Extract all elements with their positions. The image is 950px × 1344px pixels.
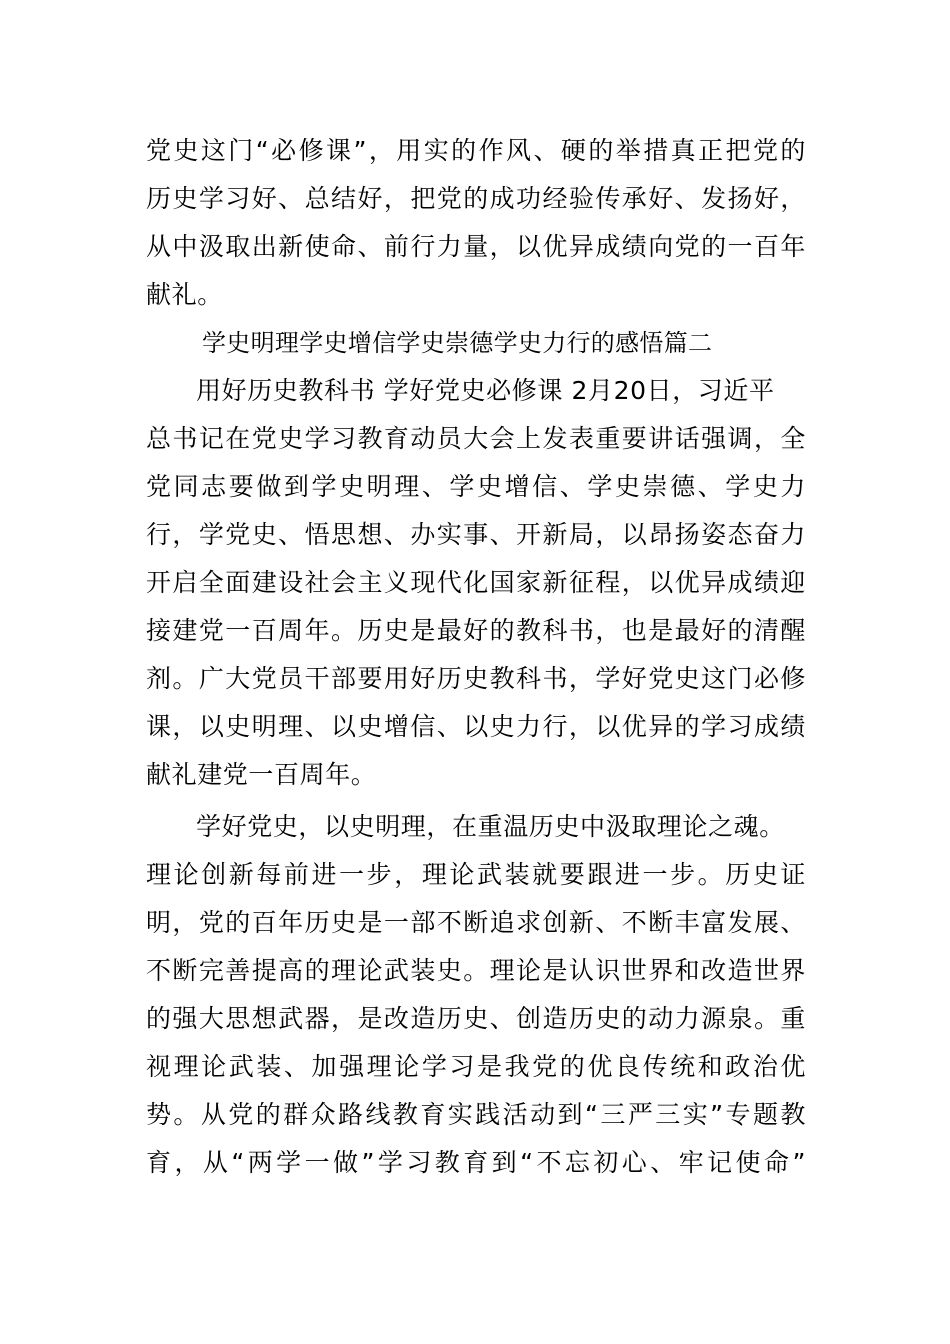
text-line: 历史学习好、总结好，把党的成功经验传承好、发扬好，: [146, 184, 806, 213]
text-line: 献礼建党一百周年。: [146, 760, 377, 789]
text-line: 党史这门“必修课”，用实的作风、硬的举措真正把党的: [146, 136, 806, 165]
text-line: 课，以史明理、以史增信、以史力行，以优异的学习成绩: [146, 712, 806, 741]
text-line: 总书记在党史学习教育动员大会上发表重要讲话强调，全: [146, 424, 806, 453]
text-line: 的强大思想武器，是改造历史、创造历史的动力源泉。重: [146, 1004, 806, 1033]
text-line: 接建党一百周年。历史是最好的教科书，也是最好的清醒: [146, 616, 806, 645]
text-line: 理论创新每前进一步，理论武装就要跟进一步。历史证: [146, 860, 806, 889]
text-line: 开启全面建设社会主义现代化国家新征程，以优异成绩迎: [146, 568, 806, 597]
text-line: 明，党的百年历史是一部不断追求创新、不断丰富发展、: [146, 908, 806, 937]
text-line: 育，从“两学一做”学习教育到“不忘初心、牢记使命”: [146, 1148, 806, 1177]
section-heading: 学史明理学史增信学史崇德学史力行的感悟篇二: [202, 329, 713, 357]
text-line: 剂。广大党员干部要用好历史教科书，学好党史这门必修: [146, 664, 806, 693]
text-line: 从中汲取出新使命、前行力量，以优异成绩向党的一百年: [146, 232, 806, 261]
text-line: 不断完善提高的理论武装史。理论是认识世界和改造世界: [146, 956, 806, 985]
text-line: 行，学党史、悟思想、办实事、开新局，以昂扬姿态奋力: [146, 520, 806, 549]
text-line: 学好党史，以史明理，在重温历史中汲取理论之魂。: [196, 812, 785, 841]
text-line: 视理论武装、加强理论学习是我党的优良传统和政治优: [146, 1052, 806, 1081]
text-line: 势。从党的群众路线教育实践活动到“三严三实”专题教: [146, 1100, 806, 1129]
document-body: [146, 127, 806, 1187]
text-line: 献礼。: [146, 280, 223, 309]
text-line: 党同志要做到学史明理、学史增信、学史崇德、学史力: [146, 472, 806, 501]
text-line: 用好历史教科书 学好党史必修课 2月20日，习近平: [196, 376, 775, 405]
